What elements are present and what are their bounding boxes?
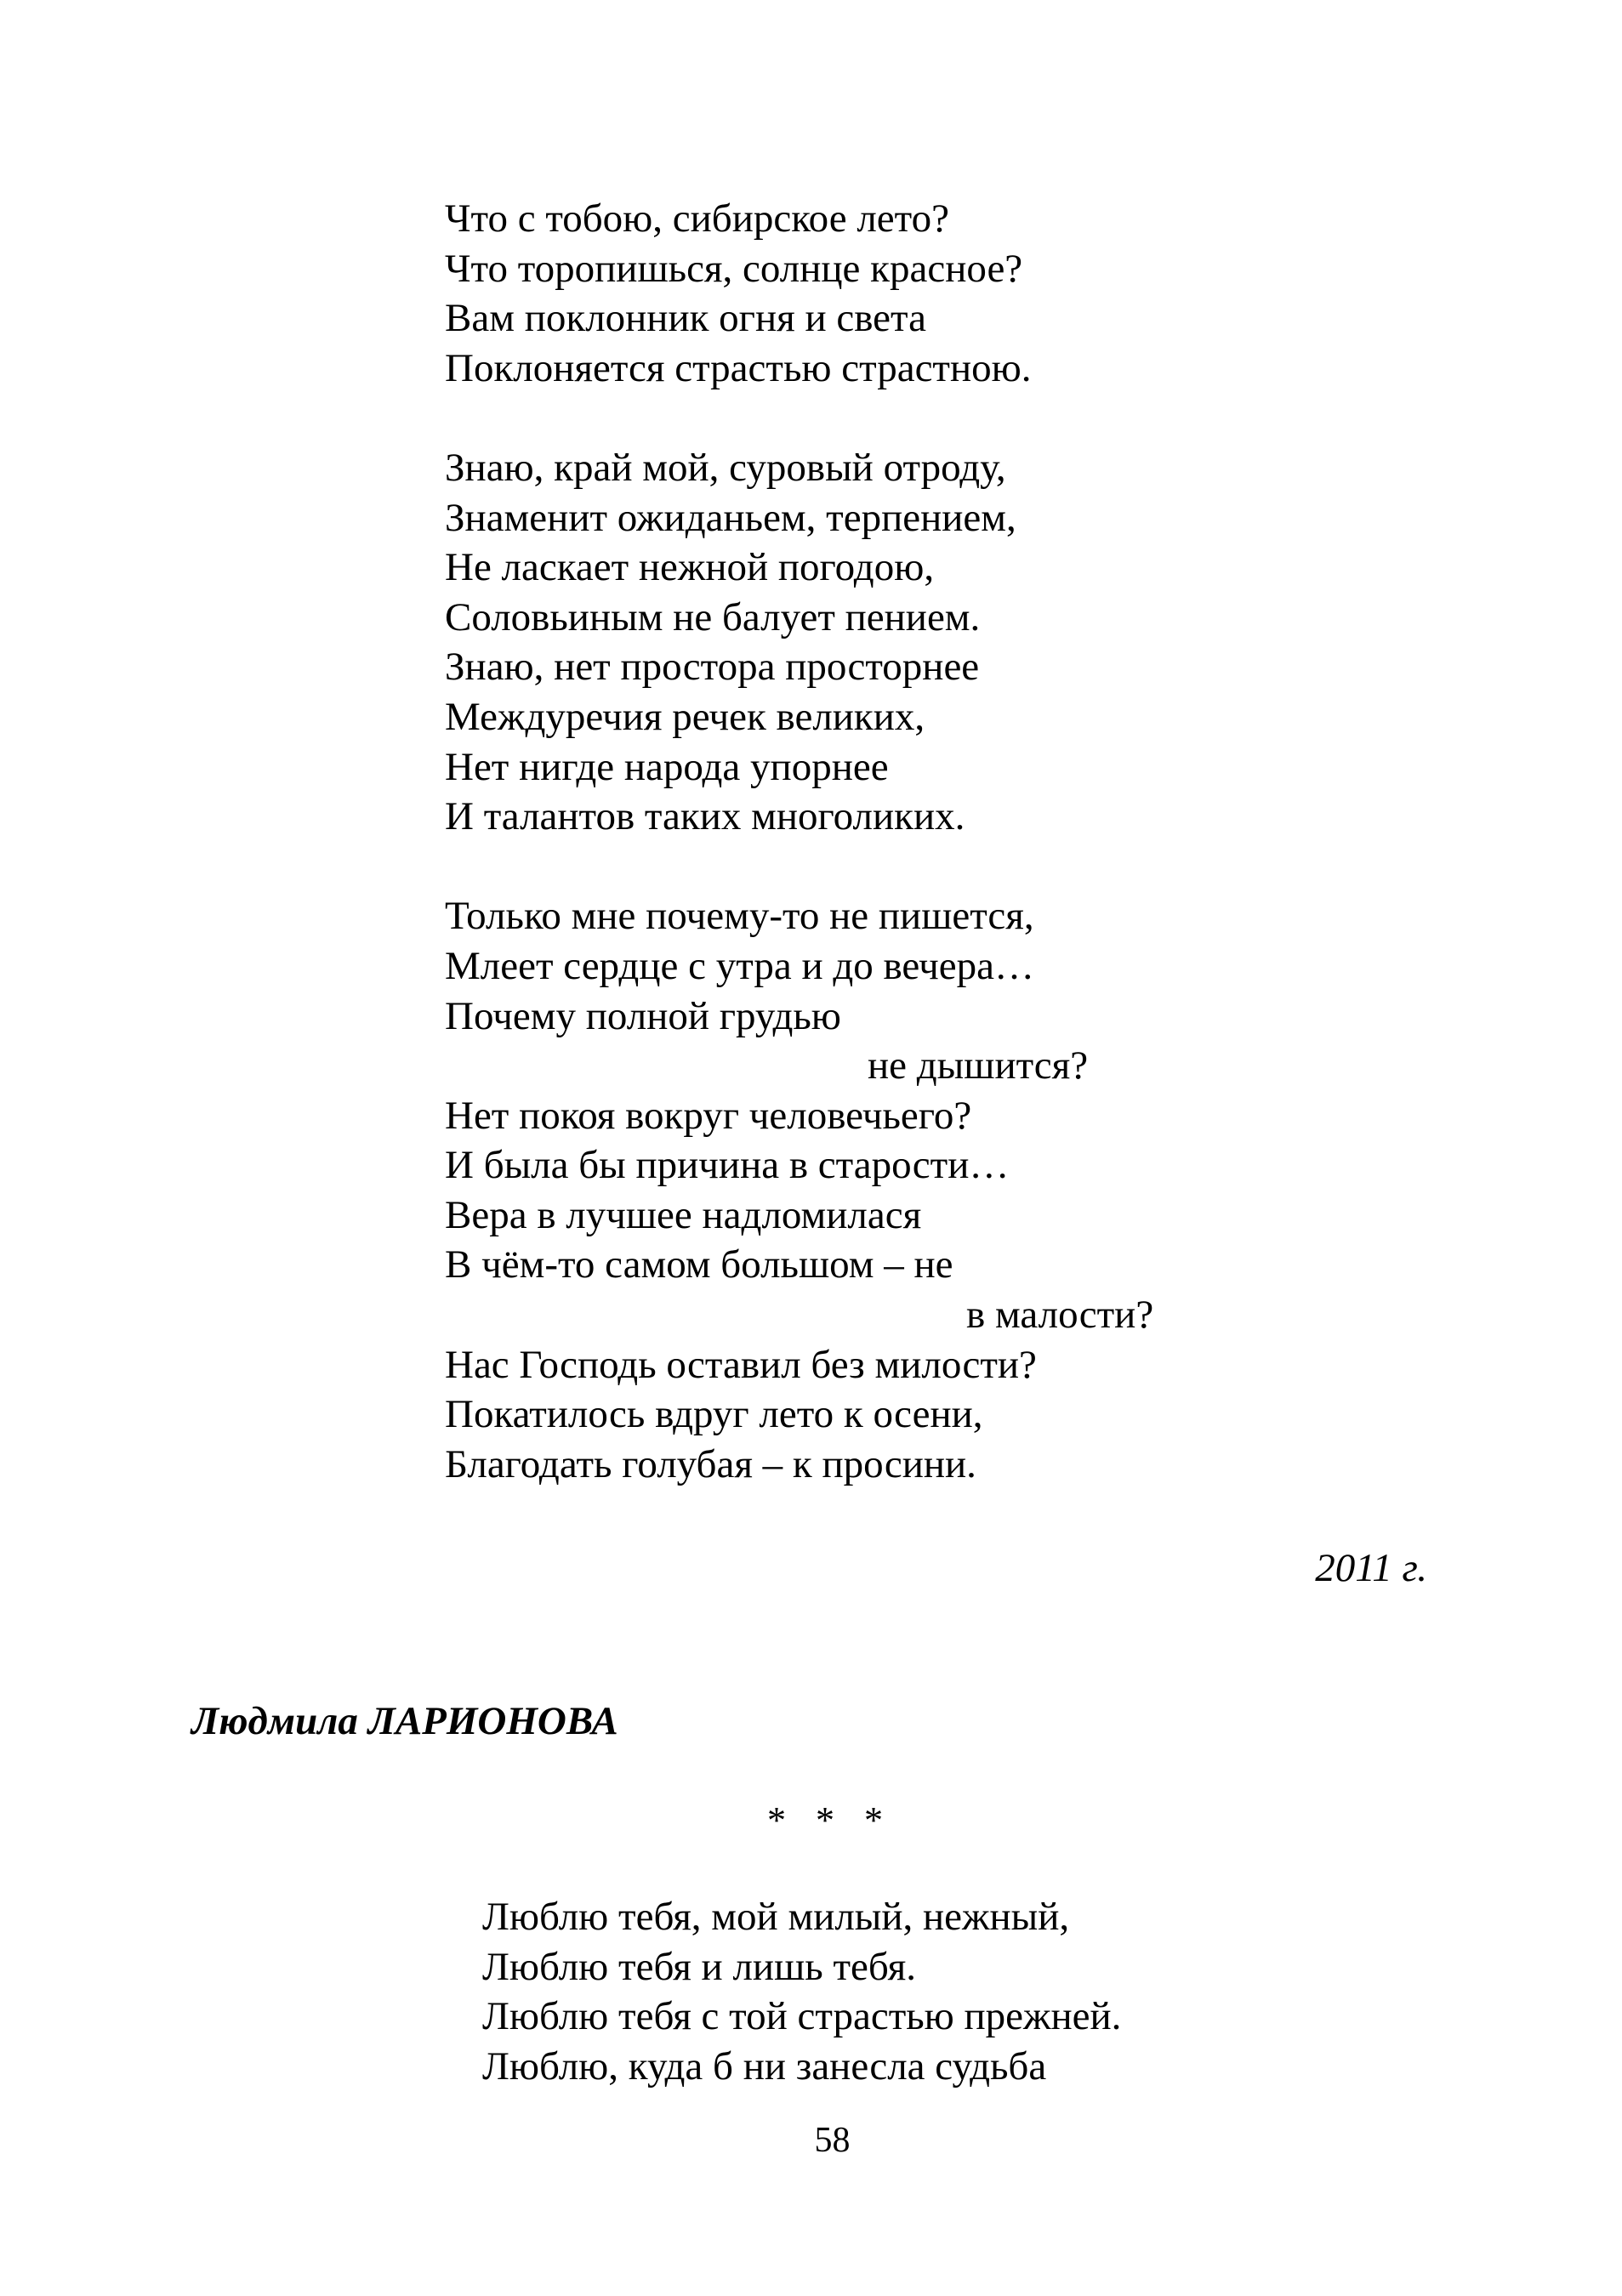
- poem-line: Междуречия речек великих,: [445, 694, 925, 739]
- poem-line: Только мне почему-то не пишется,: [445, 894, 1034, 939]
- poem-line-indented: в малости?: [966, 1293, 1154, 1338]
- poem-line: Люблю, куда б ни занесла судьба: [482, 2043, 1047, 2089]
- poem-line: Вера в лучшее надломилася: [445, 1192, 922, 1237]
- poem-line: Нас Господь оставил без милости?: [445, 1342, 1037, 1387]
- poem-line: Знаю, край мой, суровый отроду,: [445, 445, 1006, 490]
- poem-line: Почему полной грудью: [445, 993, 841, 1038]
- poem-line: Люблю тебя с той страстью прежней.: [482, 1994, 1122, 2039]
- poem-line: Нет покоя вокруг человечьего?: [445, 1093, 972, 1138]
- poem-date: 2011 г.: [1315, 1546, 1427, 1590]
- poem-text: [445, 194, 1153, 1489]
- poem-line: В чём-то самом большом – не: [445, 1242, 953, 1287]
- poem-line: Не ласкает нежной погодою,: [445, 545, 935, 590]
- poem-line: И была бы причина в старости…: [445, 1143, 1010, 1188]
- poem-line: Благодать голубая – к просини.: [445, 1441, 976, 1486]
- poem-line: Знаю, нет простора просторнее: [445, 645, 980, 690]
- poem-stanza-1: [445, 194, 1153, 393]
- poem-line: Люблю тебя и лишь тебя.: [482, 1944, 916, 1989]
- asterism-separator: * * *: [767, 1799, 893, 1841]
- poem-line: Что торопишься, солнце красное?: [445, 246, 1023, 291]
- poem-line: И талантов таких многоликих.: [445, 794, 965, 839]
- poem-line: Люблю тебя, мой милый, нежный,: [482, 1895, 1070, 1939]
- poem-line: Млеет сердце с утра и до вечера…: [445, 943, 1034, 988]
- poem-line: Вам поклонник огня и света: [445, 296, 926, 341]
- poem-stanza-2: [445, 443, 1153, 842]
- author-name: Людмила ЛАРИОНОВА: [191, 1699, 618, 1743]
- poem-line: Соловьиным не балует пением.: [445, 594, 981, 639]
- poem-line: Что с тобою, сибирское лето?: [445, 196, 949, 241]
- poem-stanza-3: [445, 891, 1153, 1489]
- second-poem-text: [482, 1892, 1121, 2091]
- poem-line: Покатилось вдруг лето к осени,: [445, 1392, 983, 1437]
- poem-line-indented: не дышится?: [868, 1043, 1089, 1088]
- poem-line: Нет нигде народа упорнее: [445, 744, 889, 789]
- poem-line: Поклоняется страстью страстною.: [445, 345, 1032, 390]
- poem-line: Знаменит ожиданьем, терпением,: [445, 495, 1016, 540]
- page-number: 58: [814, 2121, 851, 2160]
